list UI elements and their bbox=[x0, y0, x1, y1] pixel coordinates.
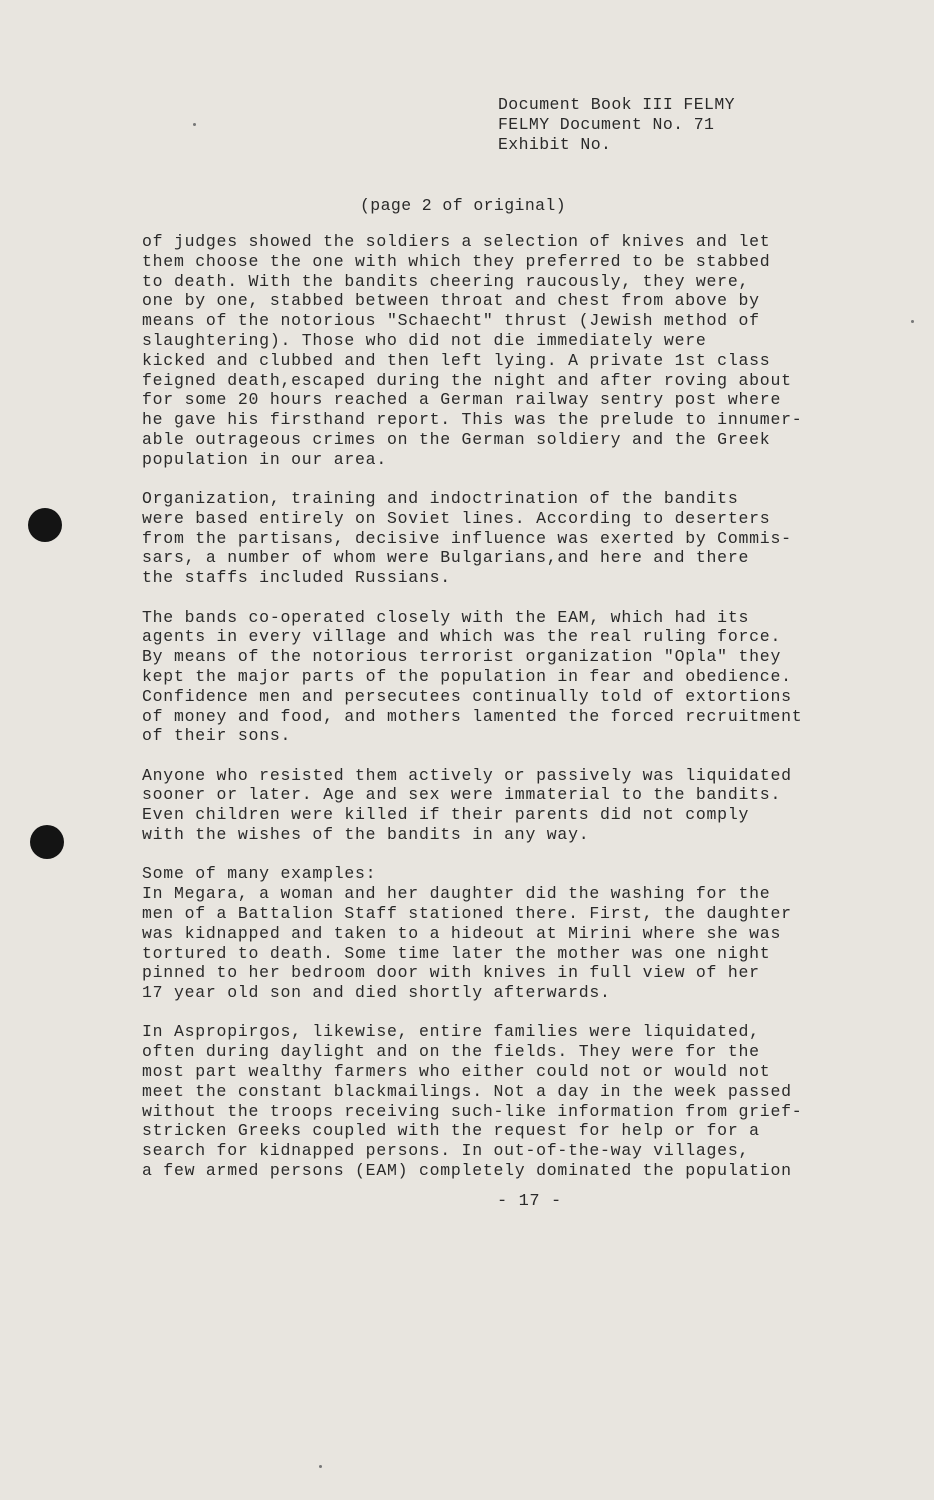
text-line: he gave his firsthand report. This was the prelude to innumer- bbox=[142, 410, 803, 430]
text-line: kicked and clubbed and then left lying. A private 1st class bbox=[142, 350, 771, 370]
paragraph bbox=[142, 864, 882, 1003]
text-line: to death. With the bandits cheering raucously, they were, bbox=[142, 271, 750, 291]
text-line: In Aspropirgos, likewise, entire families were liquidated, bbox=[142, 1022, 760, 1042]
header-document-number: FELMY Document No. 71 bbox=[498, 115, 715, 134]
text-line: from the partisans, decisive influence was exerted by Commis- bbox=[142, 528, 792, 548]
text-line: was kidnapped and taken to a hideout at Mirini where she was bbox=[142, 923, 782, 943]
paper-speck bbox=[911, 320, 914, 323]
binder-hole-upper bbox=[28, 508, 62, 542]
text-line: Some of many examples: bbox=[142, 864, 377, 884]
text-line: with the wishes of the bandits in any way. bbox=[142, 825, 590, 845]
text-line: able outrageous crimes on the German soldiery and the Greek bbox=[142, 429, 771, 449]
text-line: Anyone who resisted them actively or passively was liquidated bbox=[142, 765, 792, 785]
text-line: for some 20 hours reached a German railway sentry post where bbox=[142, 390, 782, 410]
paragraph bbox=[142, 1022, 882, 1180]
text-line: means of the notorious "Schaecht" thrust (Jewish method of bbox=[142, 311, 760, 331]
text-line: agents in every village and which was the real ruling force. bbox=[142, 627, 782, 647]
text-line: The bands co-operated closely with the EAM, which had its bbox=[142, 607, 750, 627]
text-line: population in our area. bbox=[142, 449, 387, 469]
text-line: Even children were killed if their parents did not comply bbox=[142, 805, 750, 825]
text-line: Confidence men and persecutees continually told of extortions bbox=[142, 686, 792, 706]
body-text bbox=[142, 232, 882, 1200]
text-line: were based entirely on Soviet lines. According to deserters bbox=[142, 508, 771, 528]
paper-speck bbox=[319, 1465, 322, 1468]
text-line: of money and food, and mothers lamented the forced recruitment bbox=[142, 706, 803, 726]
text-line: of their sons. bbox=[142, 726, 292, 746]
paper-speck bbox=[193, 123, 196, 126]
text-line: slaughtering). Those who did not die immediately were bbox=[142, 330, 707, 350]
text-line: often during daylight and on the fields. They were for the bbox=[142, 1042, 760, 1062]
text-line: the staffs included Russians. bbox=[142, 568, 451, 588]
text-line: tortured to death. Some time later the mother was one night bbox=[142, 943, 771, 963]
text-line: 17 year old son and died shortly afterwards. bbox=[142, 983, 611, 1003]
text-line: one by one, stabbed between throat and chest from above by bbox=[142, 291, 760, 311]
header-document-book: Document Book III FELMY bbox=[498, 95, 735, 114]
text-line: without the troops receiving such-like information from grief- bbox=[142, 1101, 803, 1121]
text-line: of judges showed the soldiers a selection of knives and let bbox=[142, 232, 771, 251]
text-line: Organization, training and indoctrination of the bandits bbox=[142, 489, 739, 509]
text-line: most part wealthy farmers who either could not or would not bbox=[142, 1061, 771, 1081]
header-exhibit-number: Exhibit No. bbox=[498, 135, 612, 154]
original-page-reference: (page 2 of original) bbox=[360, 196, 567, 215]
paragraph bbox=[142, 232, 882, 470]
document-header bbox=[498, 95, 735, 155]
text-line: sooner or later. Age and sex were immaterial to the bandits. bbox=[142, 785, 782, 805]
text-line: sars, a number of whom were Bulgarians,and here and there bbox=[142, 548, 750, 568]
text-line: kept the major parts of the population in fear and obedience. bbox=[142, 666, 792, 686]
binder-hole-lower bbox=[30, 825, 64, 859]
paragraph bbox=[142, 766, 882, 845]
text-line: them choose the one with which they preferred to be stabbed bbox=[142, 251, 771, 271]
paragraph bbox=[142, 608, 882, 747]
text-line: search for kidnapped persons. In out-of-the-way villages, bbox=[142, 1141, 750, 1161]
page-number: - 17 - bbox=[497, 1192, 562, 1211]
paragraph bbox=[142, 489, 882, 588]
text-line: By means of the notorious terrorist organization "Opla" they bbox=[142, 647, 782, 667]
text-line: stricken Greeks coupled with the request for help or for a bbox=[142, 1121, 760, 1141]
text-line: In Megara, a woman and her daughter did the washing for the bbox=[142, 884, 771, 904]
text-line: meet the constant blackmailings. Not a day in the week passed bbox=[142, 1081, 792, 1101]
text-line: pinned to her bedroom door with knives in full view of her bbox=[142, 963, 760, 983]
text-line: a few armed persons (EAM) completely dominated the population bbox=[142, 1160, 792, 1180]
text-line: men of a Battalion Staff stationed there. First, the daughter bbox=[142, 903, 792, 923]
text-line: feigned death,escaped during the night and after roving about bbox=[142, 370, 792, 390]
